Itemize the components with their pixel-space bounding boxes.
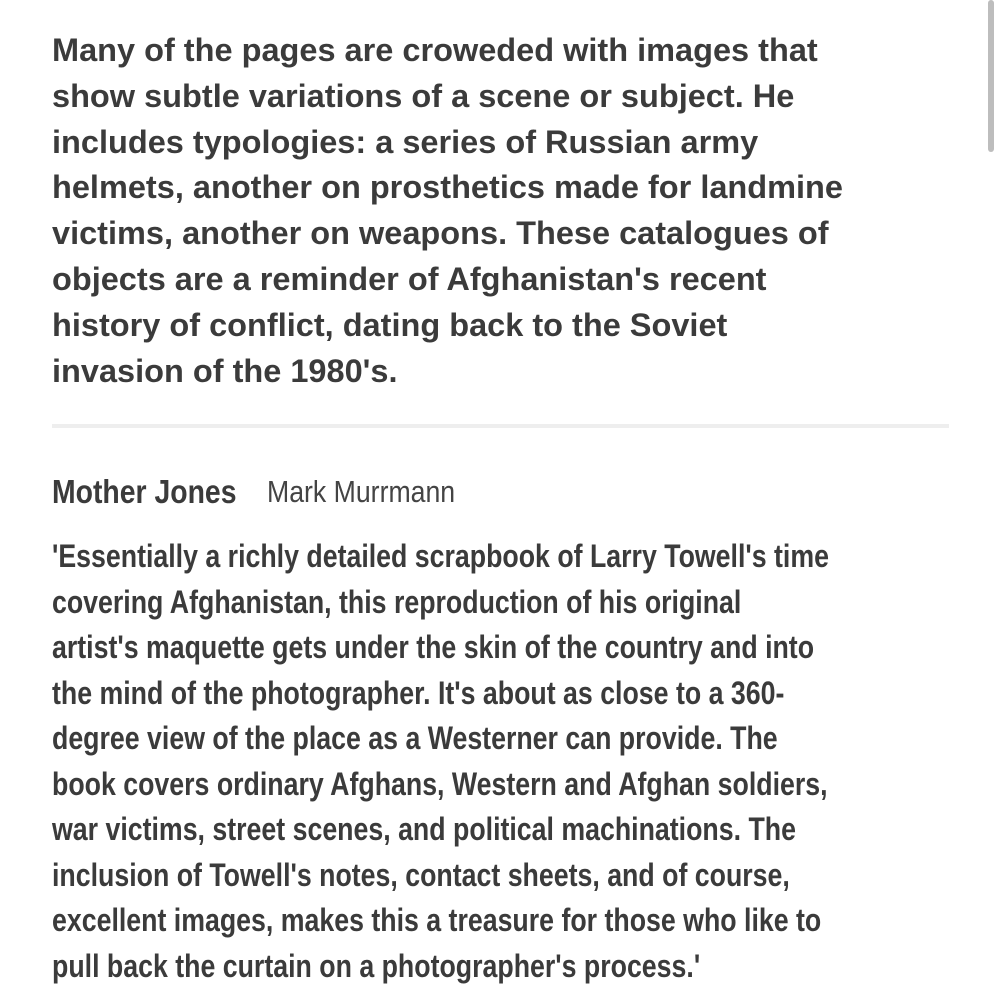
quote-line: 'Essentially a richly detailed scrapbook of Larry Towell's time — [52, 538, 829, 574]
quote-line: excellent images, makes this a treasure for those who like to — [52, 902, 822, 938]
review-line: helmets, another on prosthetics made for landmine — [52, 169, 843, 206]
quote-line: pull back the curtain on a photographer's process.' — [52, 947, 701, 984]
quote-line: the mind of the photographer. It's about as close to a 360- — [52, 674, 785, 711]
quote-line: inclusion of Towell's notes, contact sheets, and of course, — [52, 856, 790, 893]
review-attribution — [52, 470, 952, 514]
quote-line: book covers ordinary Afghans, Western and Afghan soldiers, — [52, 765, 828, 802]
review-text — [52, 28, 952, 394]
quote-line: war victims, street scenes, and political machinations. The — [52, 811, 796, 847]
review-line: victims, another on weapons. These catalogues of — [52, 215, 829, 252]
quote-line: covering Afghanistan, this reproduction of his original — [52, 583, 742, 620]
review-line: includes typologies: a series of Russian army — [52, 123, 759, 160]
review-line: history of conflict, dating back to the Soviet — [52, 306, 728, 343]
review-line: objects are a reminder of Afghanistan's recent — [52, 260, 767, 297]
review-line: invasion of the 1980's. — [52, 352, 398, 389]
section-divider — [52, 424, 949, 428]
quote-line: degree view of the place as a Westerner can provide. The — [52, 720, 778, 756]
publication-name: Mother Jones — [52, 473, 237, 510]
review-line: Many of the pages are croweded with images that — [52, 32, 818, 68]
scrollbar-thumb[interactable] — [988, 0, 994, 152]
review-line: show subtle variations of a scene or subject. He — [52, 77, 795, 114]
author-name: Mark Murrmann — [267, 474, 456, 509]
quote-line: artist's maquette gets under the skin of the country and into — [52, 629, 815, 665]
review-quote — [52, 534, 920, 989]
